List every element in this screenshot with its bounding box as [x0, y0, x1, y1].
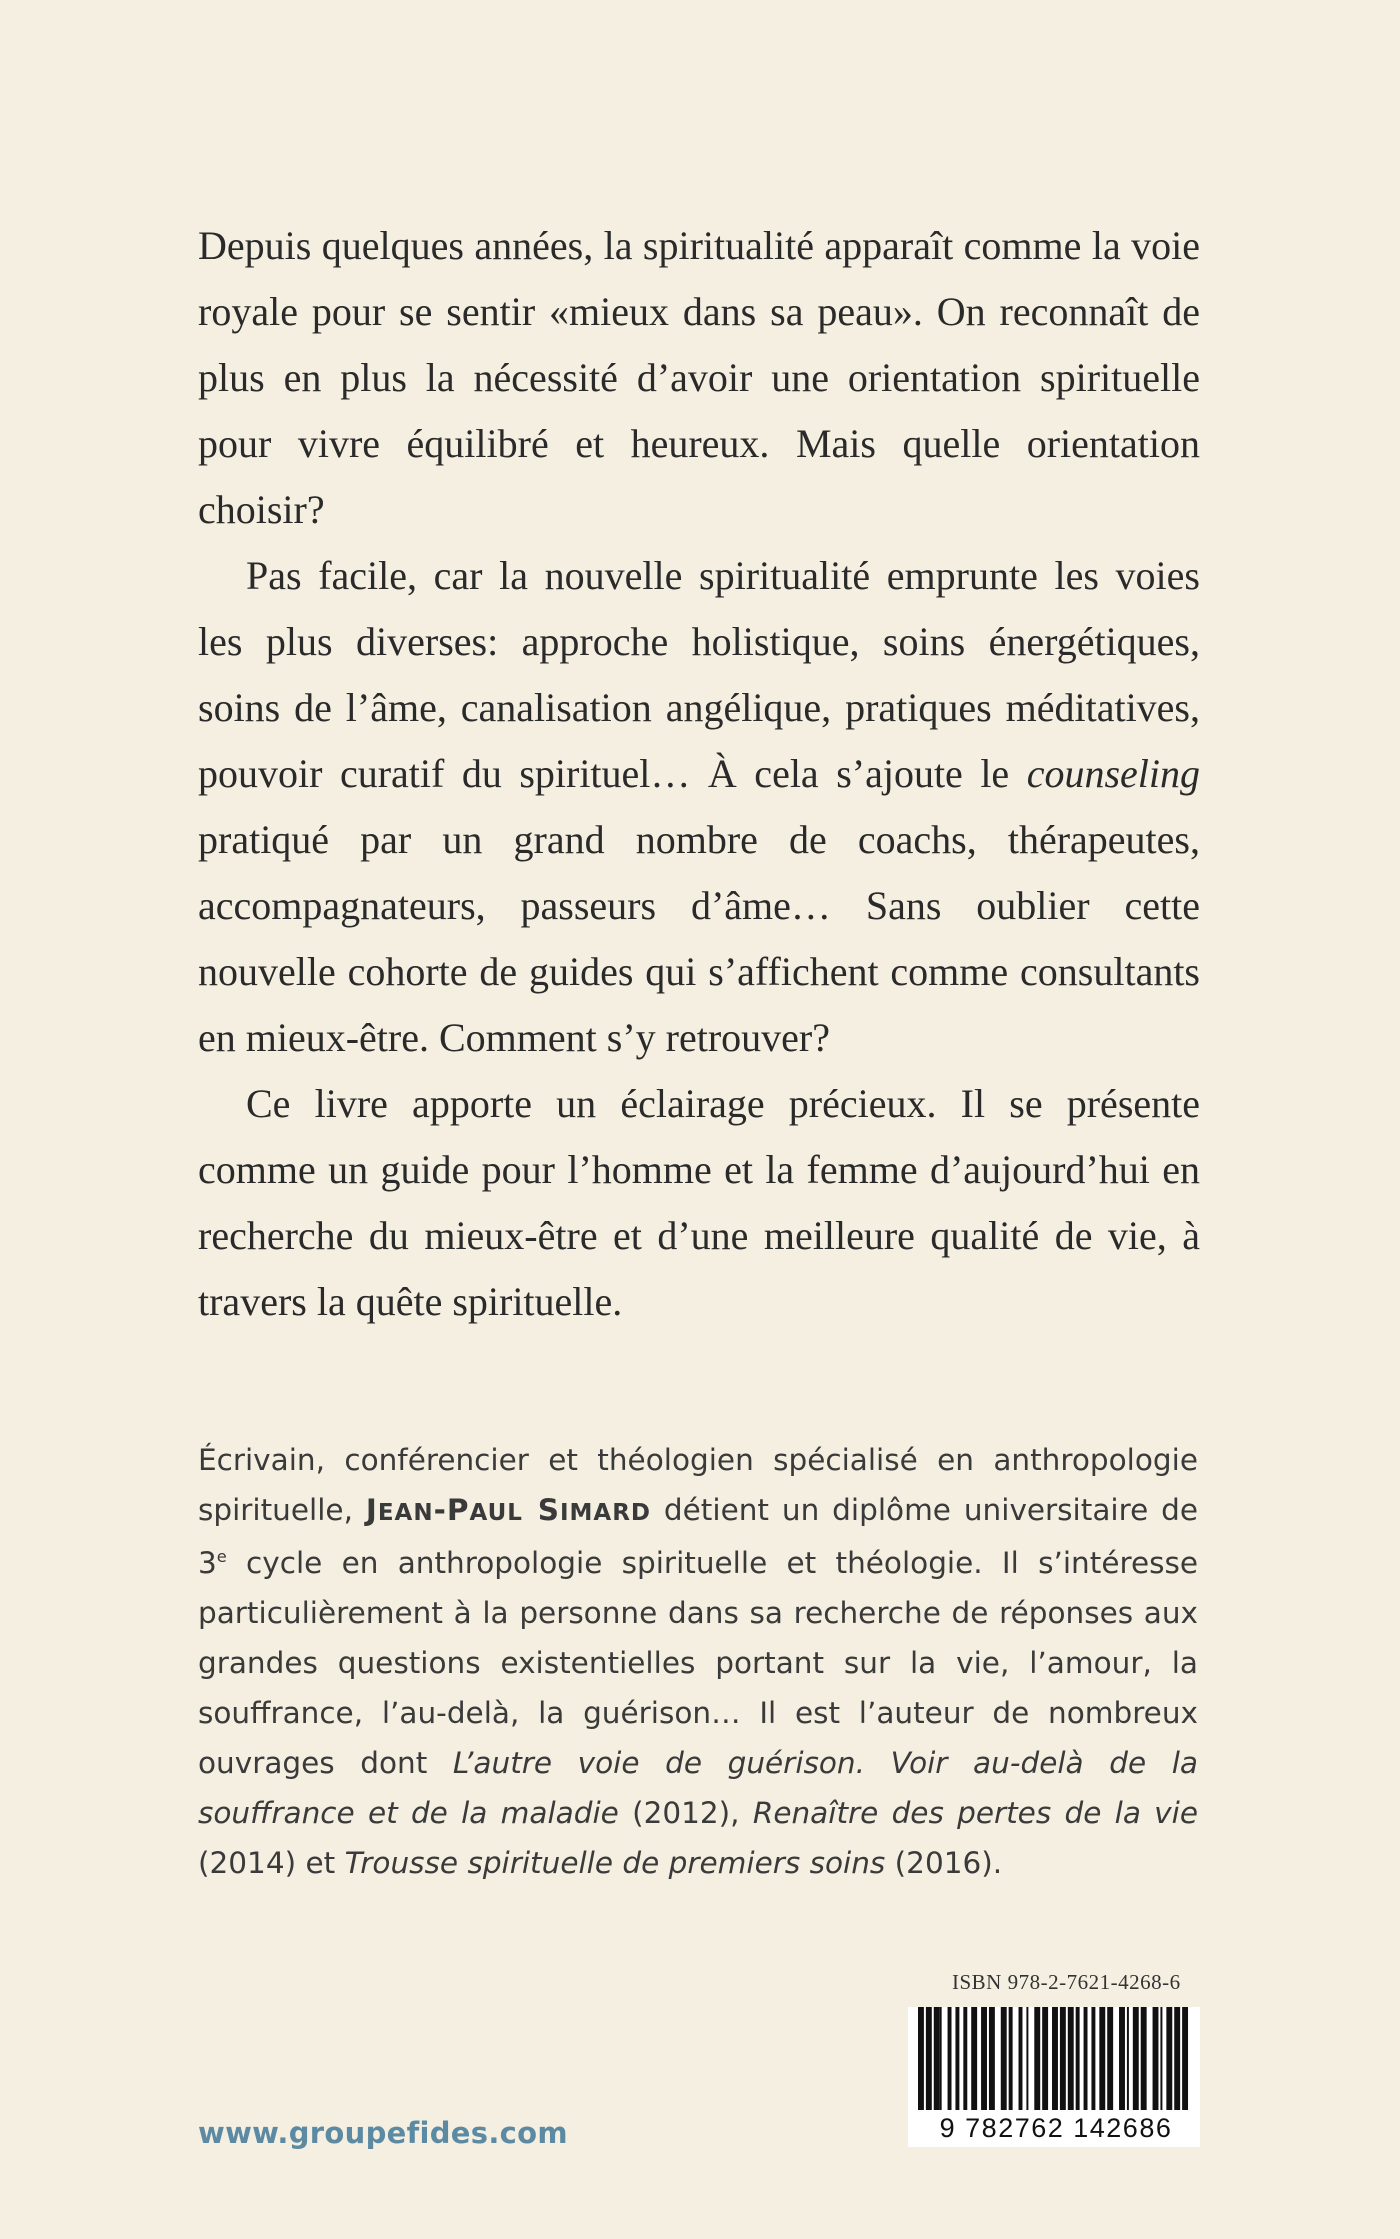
- barcode-bar: [1076, 2007, 1080, 2111]
- book-title-1: L’autre voie de guérison. Voir au-delà de la souffrance et de la maladie: [198, 1746, 1198, 1830]
- barcode-bar: [963, 2007, 967, 2111]
- barcode-bar: [926, 2007, 932, 2111]
- barcode-bar: [1042, 2007, 1048, 2111]
- barcode-bar: [1001, 2007, 1007, 2111]
- barcode-bar: [1052, 2007, 1058, 2111]
- author-biography: [198, 1435, 1198, 1888]
- isbn-label: ISBN 978-2-7621-4268-6: [952, 1970, 1181, 1994]
- barcode-bar: [989, 2007, 995, 2111]
- barcode-bar: [1068, 2007, 1074, 2111]
- book-year-1: (2012),: [618, 1796, 753, 1830]
- barcode-bar: [1084, 2007, 1088, 2111]
- barcode-bar: [1026, 2007, 1028, 2111]
- barcode-bar: [1182, 2007, 1188, 2111]
- barcode-bar: [1060, 2007, 1066, 2111]
- superscript-e: e: [216, 1547, 227, 1567]
- publisher-website[interactable]: [198, 2116, 568, 2150]
- barcode-bar: [955, 2007, 959, 2111]
- barcode-bar: [948, 2007, 952, 2111]
- description-paragraph-3: Ce livre apporte un éclairage précieux. Il se présente comme un guide pour l’homme et la femme d’aujourd’hui en recherche du mieux-être et d’une meilleure qualité de vie, à travers la quête spirituelle.: [198, 1081, 1200, 1324]
- barcode-bar: [1133, 2007, 1139, 2111]
- barcode-bar: [1019, 2007, 1023, 2111]
- barcode-bar: [940, 2007, 942, 2111]
- book-year-2: (2014) et: [198, 1846, 345, 1880]
- bio-degree: détient un diplôme universitaire de 3: [198, 1493, 1198, 1580]
- barcode-bar: [1107, 2007, 1113, 2111]
- barcode-digits: 9 782762 142686: [912, 2110, 1200, 2146]
- barcode-bar: [981, 2007, 987, 2111]
- barcode-bar: [971, 2007, 977, 2111]
- barcode-bars: [908, 2007, 1200, 2111]
- paragraph-2-text-b: pratiqué par un grand nombre de coachs, thérapeutes, accompagnateurs, passeurs d’âme… Sans oublier cette nouvelle cohorte de guides qui s’affichent comme consultants en mieux-être. Comment s’y retrouver?: [198, 817, 1200, 1060]
- biography-paragraph: [198, 1435, 1198, 1888]
- barcode-bar: [918, 2007, 924, 2111]
- barcode-bar: [1141, 2007, 1147, 2111]
- barcode-bar: [1160, 2007, 1162, 2111]
- book-title-3: Trousse spirituelle de premiers soins: [344, 1846, 886, 1880]
- barcode-bar: [934, 2007, 940, 2111]
- barcode-bar: [1009, 2007, 1013, 2111]
- book-year-3: (2016).: [885, 1846, 1003, 1880]
- website-link[interactable]: www.groupefides.com: [198, 2116, 568, 2150]
- back-cover-description: [198, 213, 1200, 1335]
- paragraph-2-italic-word: counseling: [1026, 751, 1200, 796]
- barcode-bar: [1166, 2007, 1172, 2111]
- bio-intro: Écrivain, conférencier et théologien spécialisé en anthropologie spirituelle,: [198, 1443, 1198, 1527]
- barcode-bar: [1034, 2007, 1040, 2111]
- barcode-bar: [1091, 2007, 1095, 2111]
- description-paragraph-1: Depuis quelques années, la spiritualité apparaît comme la voie royale pour se sentir «mieux dans sa peau». On reconnaît de plus en plus la nécessité d’avoir une orientation spirituelle pour vivre équilibré et heureux. Mais quelle orientation choisir?: [198, 223, 1200, 532]
- book-title-2: Renaître des pertes de la vie: [752, 1796, 1198, 1830]
- barcode-bar: [1174, 2007, 1180, 2111]
- description-paragraph-2: [198, 543, 1200, 1071]
- paragraph-2-text-a: Pas facile, car la nouvelle spiritualité emprunte les voies les plus diverses: approche holistique, soins énergétiques, soins de l’âme, canalisation angélique, pratiques méditatives, pouvoir curatif du spirituel… À cela s’ajoute le: [198, 553, 1200, 796]
- bio-body: cycle en anthropologie spirituelle et théologie. Il s’intéresse particulièrement à la personne dans sa recherche de réponses aux grandes questions existentielles portant sur la vie, l’amour, la souffrance, l’au-delà, la guérison… Il est l’auteur de nombreux ouvrages dont: [198, 1546, 1198, 1780]
- barcode-bar: [1127, 2007, 1129, 2111]
- barcode-bar: [1099, 2007, 1105, 2111]
- author-name: JEAN-PAUL SIMARD: [365, 1493, 652, 1527]
- barcode-bar: [1153, 2007, 1159, 2111]
- barcode-bar: [1119, 2007, 1125, 2111]
